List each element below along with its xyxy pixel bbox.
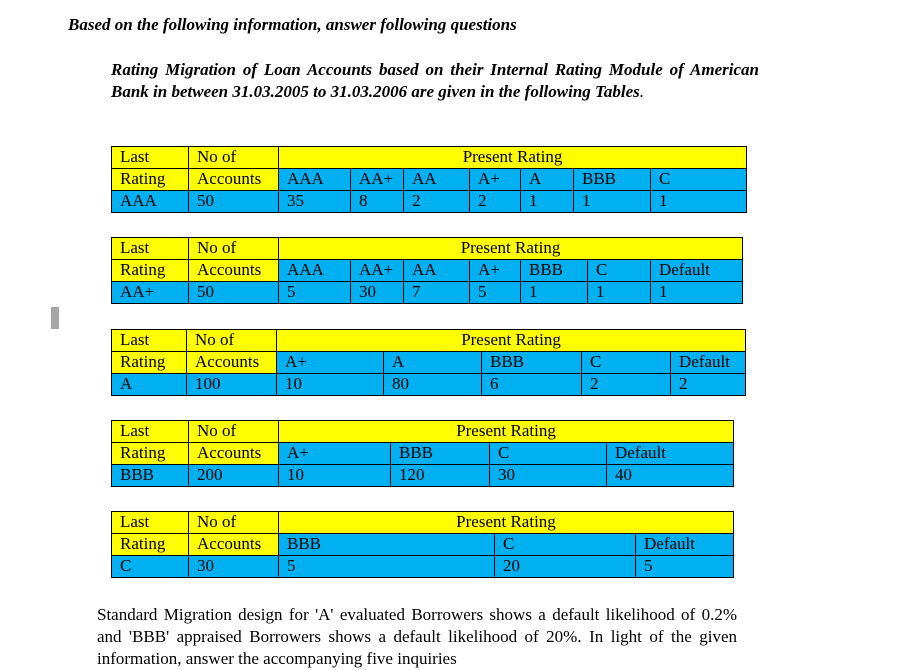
present-rating-header: Present Rating xyxy=(279,238,743,260)
rating-table-c xyxy=(111,511,734,578)
header-row-top xyxy=(112,512,734,534)
present-rating-cell: C xyxy=(588,260,651,282)
table-row xyxy=(112,465,734,487)
intro-paragraph xyxy=(111,59,759,103)
present-rating-cell: C xyxy=(582,352,671,374)
no-of-accounts-label-line2: Accounts xyxy=(187,352,277,374)
migration-count-cell: 10 xyxy=(279,465,391,487)
migration-count-cell: 120 xyxy=(391,465,490,487)
present-rating-header: Present Rating xyxy=(279,421,734,443)
present-rating-cell: BBB xyxy=(279,534,495,556)
migration-count-cell: 2 xyxy=(582,374,671,396)
present-rating-cell: BBB xyxy=(482,352,582,374)
header-row-ratings xyxy=(112,443,734,465)
migration-count-cell: 6 xyxy=(482,374,582,396)
rating-table-bbb xyxy=(111,420,734,487)
migration-count-cell: 7 xyxy=(404,282,470,304)
last-rating-label-line1: Last xyxy=(112,421,189,443)
present-rating-cell: BBB xyxy=(574,169,651,191)
last-rating-value: C xyxy=(112,556,189,578)
present-rating-cell: A+ xyxy=(277,352,384,374)
migration-count-cell: 30 xyxy=(351,282,404,304)
migration-count-cell: 30 xyxy=(490,465,607,487)
last-rating-value: A xyxy=(112,374,187,396)
header-row-ratings xyxy=(112,169,747,191)
migration-count-cell: 1 xyxy=(588,282,651,304)
header-row-ratings xyxy=(112,534,734,556)
rating-table-aaa xyxy=(111,146,747,213)
migration-count-cell: 1 xyxy=(574,191,651,213)
last-rating-label-line1: Last xyxy=(112,238,189,260)
last-rating-label-line2: Rating xyxy=(112,534,189,556)
present-rating-cell: BBB xyxy=(391,443,490,465)
rating-table-a xyxy=(111,329,746,396)
migration-count-cell: 1 xyxy=(521,191,574,213)
migration-count-cell: 5 xyxy=(470,282,521,304)
header-row-ratings xyxy=(112,260,743,282)
no-of-accounts-label-line2: Accounts xyxy=(189,443,279,465)
accounts-count-value: 30 xyxy=(189,556,279,578)
migration-count-cell: 35 xyxy=(279,191,351,213)
present-rating-cell: AAA xyxy=(279,260,351,282)
present-rating-cell: AA xyxy=(404,169,470,191)
migration-count-cell: 2 xyxy=(671,374,746,396)
header-row-top xyxy=(112,421,734,443)
migration-count-cell: 5 xyxy=(636,556,734,578)
present-rating-cell: A+ xyxy=(470,169,521,191)
present-rating-cell: A+ xyxy=(470,260,521,282)
present-rating-cell: A xyxy=(521,169,574,191)
no-of-accounts-label-line2: Accounts xyxy=(189,169,279,191)
header-row-top xyxy=(112,238,743,260)
present-rating-cell: AA xyxy=(404,260,470,282)
footer-paragraph: Standard Migration design for 'A' evaluated Borrowers shows a default likelihood of 0.2% and 'BBB' appraised Borrowers shows a default likelihood of 20%. In light of the given information, answer the accompanying five inquiries xyxy=(97,605,737,668)
last-rating-label-line2: Rating xyxy=(112,169,189,191)
migration-count-cell: 5 xyxy=(279,282,351,304)
present-rating-cell: Default xyxy=(636,534,734,556)
last-rating-label-line2: Rating xyxy=(112,443,189,465)
migration-count-cell: 80 xyxy=(384,374,482,396)
present-rating-cell: Default xyxy=(651,260,743,282)
accounts-count-value: 200 xyxy=(189,465,279,487)
present-rating-cell: A+ xyxy=(279,443,391,465)
no-of-accounts-label-line2: Accounts xyxy=(189,534,279,556)
last-rating-label-line1: Last xyxy=(112,147,189,169)
no-of-accounts-label-line1: No of xyxy=(189,238,279,260)
table-row xyxy=(112,191,747,213)
migration-count-cell: 1 xyxy=(521,282,588,304)
migration-count-cell: 20 xyxy=(495,556,636,578)
migration-count-cell: 8 xyxy=(351,191,404,213)
present-rating-cell: C xyxy=(651,169,747,191)
migration-count-cell: 40 xyxy=(607,465,734,487)
migration-count-cell: 5 xyxy=(279,556,495,578)
last-rating-label-line1: Last xyxy=(112,330,187,352)
header-row-ratings xyxy=(112,352,746,374)
present-rating-header: Present Rating xyxy=(279,512,734,534)
present-rating-cell: C xyxy=(490,443,607,465)
present-rating-cell: A xyxy=(384,352,482,374)
header-row-top xyxy=(112,330,746,352)
accounts-count-value: 100 xyxy=(187,374,277,396)
migration-count-cell: 2 xyxy=(470,191,521,213)
present-rating-cell: AA+ xyxy=(351,260,404,282)
present-rating-cell: AA+ xyxy=(351,169,404,191)
no-of-accounts-label-line2: Accounts xyxy=(189,260,279,282)
present-rating-cell: C xyxy=(495,534,636,556)
migration-count-cell: 1 xyxy=(651,282,743,304)
header-row-top xyxy=(112,147,747,169)
intro-text: Rating Migration of Loan Accounts based on their Internal Rating Module of American Bank in between 31.03.2005 to 31.03.2006 are given in the following Tables xyxy=(111,60,759,101)
table-row xyxy=(112,282,743,304)
no-of-accounts-label-line1: No of xyxy=(189,512,279,534)
present-rating-cell: Default xyxy=(671,352,746,374)
no-of-accounts-label-line1: No of xyxy=(189,147,279,169)
last-rating-label-line2: Rating xyxy=(112,260,189,282)
last-rating-value: AA+ xyxy=(112,282,189,304)
intro-period: . xyxy=(639,82,645,101)
no-of-accounts-label-line1: No of xyxy=(189,421,279,443)
instruction-heading: Based on the following information, answer following questions xyxy=(68,15,517,34)
present-rating-cell: BBB xyxy=(521,260,588,282)
present-rating-cell: Default xyxy=(607,443,734,465)
accounts-count-value: 50 xyxy=(189,282,279,304)
present-rating-cell: AAA xyxy=(279,169,351,191)
present-rating-header: Present Rating xyxy=(277,330,746,352)
no-of-accounts-label-line1: No of xyxy=(187,330,277,352)
last-rating-label-line2: Rating xyxy=(112,352,187,374)
last-rating-value: BBB xyxy=(112,465,189,487)
table-row xyxy=(112,374,746,396)
present-rating-header: Present Rating xyxy=(279,147,747,169)
migration-count-cell: 1 xyxy=(651,191,747,213)
table-row xyxy=(112,556,734,578)
accounts-count-value: 50 xyxy=(189,191,279,213)
rating-table-aa-plus xyxy=(111,237,743,304)
last-rating-value: AAA xyxy=(112,191,189,213)
migration-count-cell: 2 xyxy=(404,191,470,213)
text-cursor xyxy=(51,307,59,329)
migration-count-cell: 10 xyxy=(277,374,384,396)
last-rating-label-line1: Last xyxy=(112,512,189,534)
